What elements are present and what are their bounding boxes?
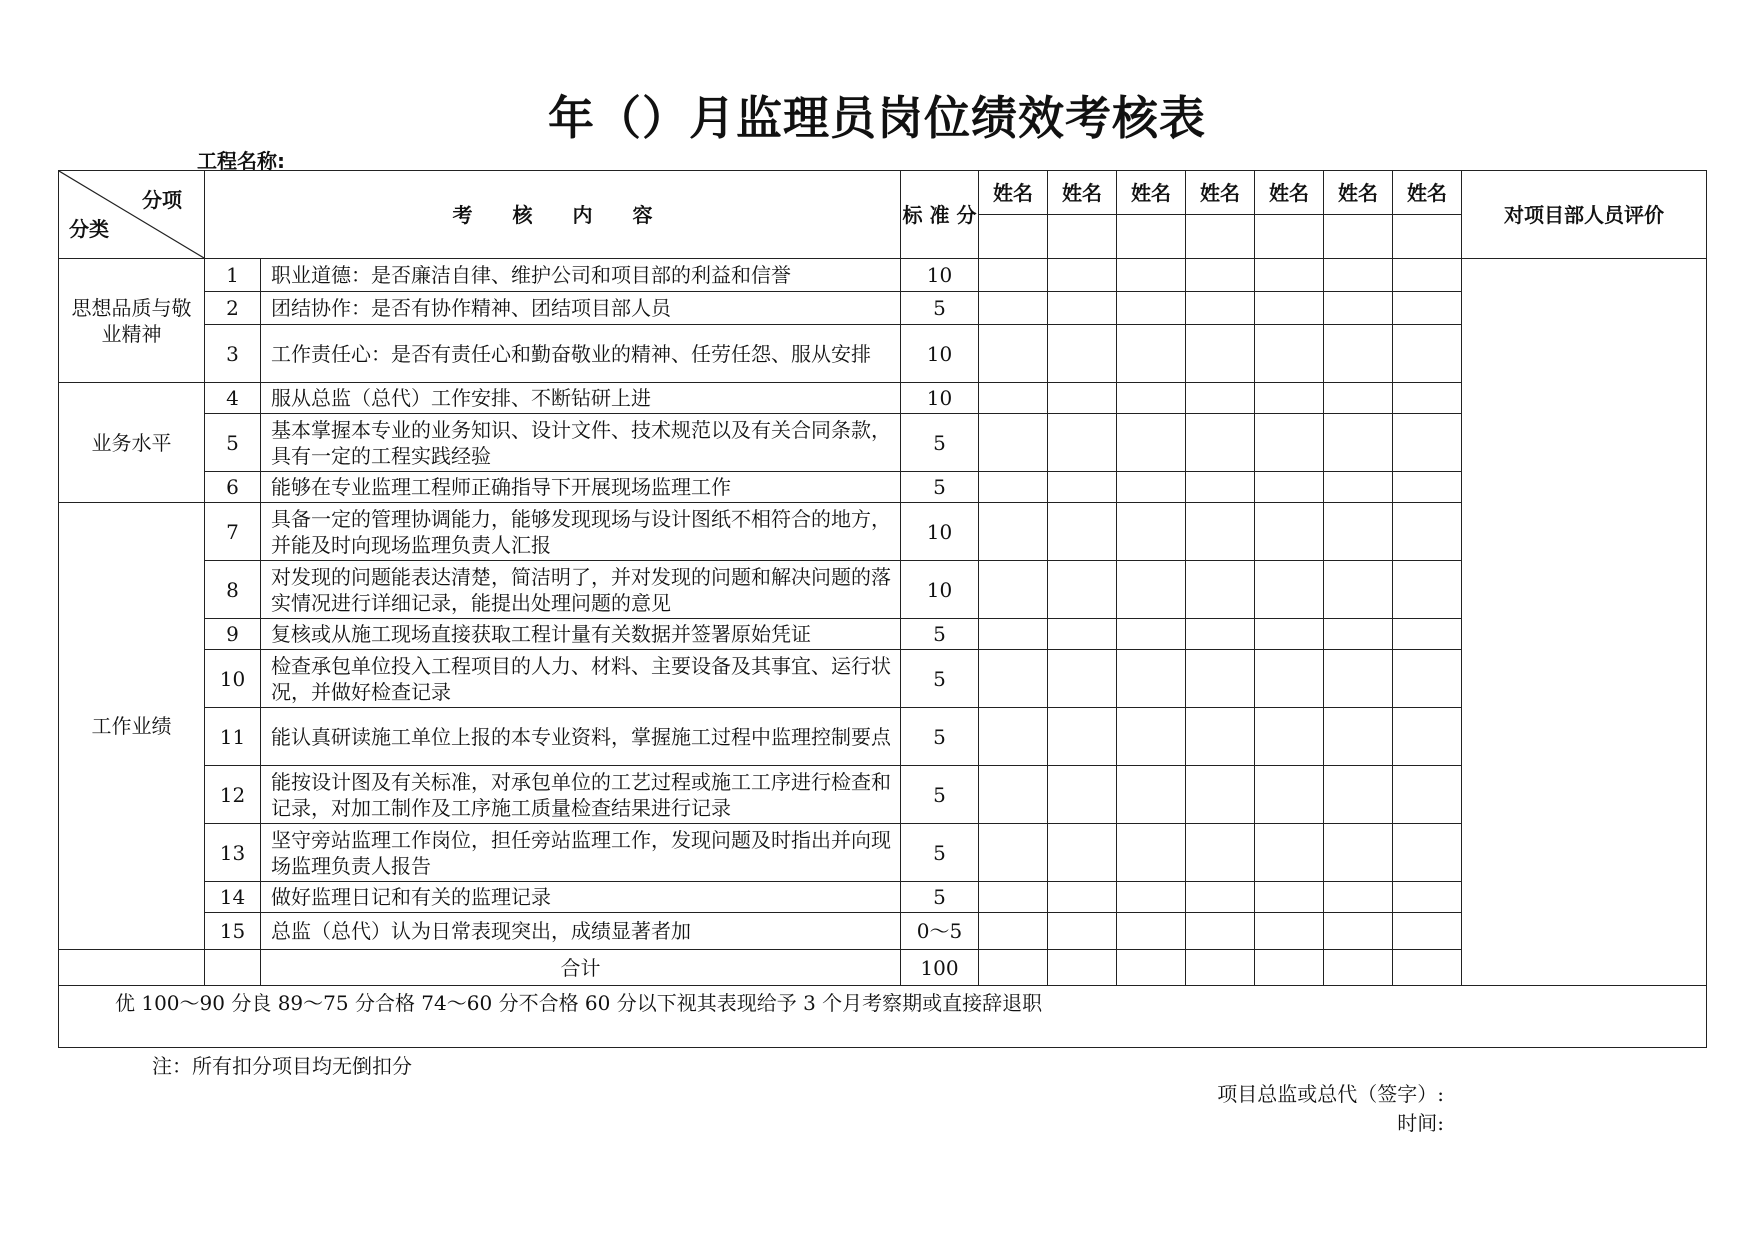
score-input-cell[interactable] — [1393, 259, 1462, 292]
item-content: 能够在专业监理工程师正确指导下开展现场监理工作 — [261, 472, 901, 503]
score-input-cell[interactable] — [1048, 414, 1117, 472]
score-input-cell[interactable] — [1117, 650, 1186, 708]
total-input-cell[interactable] — [1393, 950, 1462, 986]
total-blank-1 — [59, 950, 205, 986]
score-input-cell[interactable] — [979, 292, 1048, 325]
score-input-cell[interactable] — [1255, 650, 1324, 708]
score-input-cell[interactable] — [1324, 259, 1393, 292]
standard-score: 10 — [901, 561, 979, 619]
score-input-cell[interactable] — [1393, 824, 1462, 882]
name-header-7: 姓名 — [1393, 171, 1462, 215]
score-input-cell[interactable] — [1324, 824, 1393, 882]
item-number: 6 — [205, 472, 261, 503]
total-label: 合计 — [261, 950, 901, 986]
score-input-cell[interactable] — [1117, 882, 1186, 913]
score-input-cell[interactable] — [1186, 383, 1255, 414]
score-input-cell[interactable] — [1393, 292, 1462, 325]
score-input-cell[interactable] — [1324, 472, 1393, 503]
name-blank-2[interactable] — [1048, 215, 1117, 259]
score-input-cell[interactable] — [1117, 619, 1186, 650]
table-row — [59, 414, 1707, 472]
score-input-cell[interactable] — [1117, 708, 1186, 766]
score-input-cell[interactable] — [1393, 913, 1462, 950]
total-input-cell[interactable] — [1324, 950, 1393, 986]
name-blank-6[interactable] — [1324, 215, 1393, 259]
item-number: 5 — [205, 414, 261, 472]
score-input-cell[interactable] — [1117, 414, 1186, 472]
name-header-5: 姓名 — [1255, 171, 1324, 215]
score-input-cell[interactable] — [1324, 708, 1393, 766]
score-input-cell[interactable] — [979, 503, 1048, 561]
standard-score: 10 — [901, 383, 979, 414]
score-input-cell[interactable] — [1048, 561, 1117, 619]
time-label: 时间: — [1397, 1111, 1444, 1135]
item-content: 职业道德：是否廉洁自律、维护公司和项目部的利益和信誉 — [261, 259, 901, 292]
score-input-cell[interactable] — [1393, 472, 1462, 503]
standard-score: 5 — [901, 824, 979, 882]
score-input-cell[interactable] — [979, 472, 1048, 503]
score-input-cell[interactable] — [1048, 325, 1117, 383]
item-content: 做好监理日记和有关的监理记录 — [261, 882, 901, 913]
score-input-cell[interactable] — [979, 882, 1048, 913]
score-input-cell[interactable] — [1393, 619, 1462, 650]
item-content: 坚守旁站监理工作岗位，担任旁站监理工作，发现问题及时指出并向现场监理负责人报告 — [261, 824, 901, 882]
score-input-cell[interactable] — [1048, 708, 1117, 766]
name-blank-1[interactable] — [979, 215, 1048, 259]
name-header-6: 姓名 — [1324, 171, 1393, 215]
item-number: 15 — [205, 913, 261, 950]
content-header: 考 核 内 容 — [205, 171, 901, 259]
score-input-cell[interactable] — [1255, 503, 1324, 561]
score-input-cell[interactable] — [1324, 503, 1393, 561]
score-input-cell[interactable] — [1117, 259, 1186, 292]
table-row — [59, 708, 1707, 766]
item-content: 工作责任心：是否有责任心和勤奋敬业的精神、任劳任怨、服从安排 — [261, 325, 901, 383]
category-label: 分类 — [69, 217, 109, 241]
score-input-cell[interactable] — [1186, 913, 1255, 950]
item-content: 对发现的问题能表达清楚，简洁明了，并对发现的问题和解决问题的落实情况进行详细记录，能提出处理问题的意见 — [261, 561, 901, 619]
director-signature-label: 项目总监或总代（签字）: — [1217, 1082, 1444, 1106]
score-input-cell[interactable] — [1393, 503, 1462, 561]
item-number: 14 — [205, 882, 261, 913]
table-row — [59, 503, 1707, 561]
score-input-cell[interactable] — [1324, 414, 1393, 472]
table-row — [59, 472, 1707, 503]
total-input-cell[interactable] — [1186, 950, 1255, 986]
name-header-1: 姓名 — [979, 171, 1048, 215]
score-input-cell[interactable] — [1393, 882, 1462, 913]
item-number: 11 — [205, 708, 261, 766]
score-input-cell[interactable] — [1255, 619, 1324, 650]
standard-score: 5 — [901, 708, 979, 766]
table-row — [59, 325, 1707, 383]
score-input-cell[interactable] — [1324, 325, 1393, 383]
score-input-cell[interactable] — [1255, 913, 1324, 950]
total-input-cell[interactable] — [1255, 950, 1324, 986]
standard-score: 5 — [901, 619, 979, 650]
score-input-cell[interactable] — [979, 383, 1048, 414]
score-input-cell[interactable] — [1186, 708, 1255, 766]
item-content: 基本掌握本专业的业务知识、设计文件、技术规范以及有关合同条款，具有一定的工程实践经验 — [261, 414, 901, 472]
score-input-cell[interactable] — [1324, 913, 1393, 950]
score-input-cell[interactable] — [1048, 383, 1117, 414]
table-row — [59, 561, 1707, 619]
legend-row — [59, 986, 1707, 1048]
total-blank-2 — [205, 950, 261, 986]
score-input-cell[interactable] — [1393, 766, 1462, 824]
name-header-4: 姓名 — [1186, 171, 1255, 215]
item-content: 服从总监（总代）工作安排、不断钻研上进 — [261, 383, 901, 414]
score-input-cell[interactable] — [1186, 619, 1255, 650]
item-number: 1 — [205, 259, 261, 292]
score-input-cell[interactable] — [979, 619, 1048, 650]
score-input-cell[interactable] — [1048, 619, 1117, 650]
standard-score: 10 — [901, 259, 979, 292]
standard-score: 5 — [901, 766, 979, 824]
evaluation-header: 对项目部人员评价 — [1462, 171, 1707, 259]
standard-score: 0～5 — [901, 913, 979, 950]
item-number: 4 — [205, 383, 261, 414]
name-blank-4[interactable] — [1186, 215, 1255, 259]
item-number: 10 — [205, 650, 261, 708]
score-input-cell[interactable] — [1048, 292, 1117, 325]
score-input-cell[interactable] — [1048, 766, 1117, 824]
score-input-cell[interactable] — [1048, 824, 1117, 882]
score-input-cell[interactable] — [1186, 472, 1255, 503]
score-input-cell[interactable] — [1048, 913, 1117, 950]
note-text: 注：所有扣分项目均无倒扣分 — [152, 1054, 412, 1078]
item-number: 12 — [205, 766, 261, 824]
score-input-cell[interactable] — [979, 913, 1048, 950]
score-input-cell[interactable] — [1324, 650, 1393, 708]
header-row-1 — [59, 171, 1707, 215]
standard-score: 5 — [901, 650, 979, 708]
score-input-cell[interactable] — [1186, 824, 1255, 882]
name-blank-3[interactable] — [1117, 215, 1186, 259]
score-input-cell[interactable] — [1393, 708, 1462, 766]
assessment-table — [58, 170, 1707, 1048]
score-input-cell[interactable] — [1255, 472, 1324, 503]
table-row — [59, 292, 1707, 325]
score-input-cell[interactable] — [1255, 561, 1324, 619]
score-input-cell[interactable] — [1186, 325, 1255, 383]
category-cell: 业务水平 — [59, 383, 205, 503]
name-blank-5[interactable] — [1255, 215, 1324, 259]
item-content: 能按设计图及有关标准，对承包单位的工艺过程或施工工序进行检查和记录，对加工制作及工序施工质量检查结果进行记录 — [261, 766, 901, 824]
score-input-cell[interactable] — [1117, 325, 1186, 383]
score-input-cell[interactable] — [1255, 766, 1324, 824]
score-input-cell[interactable] — [1255, 414, 1324, 472]
score-input-cell[interactable] — [1324, 766, 1393, 824]
standard-score: 5 — [901, 292, 979, 325]
score-input-cell[interactable] — [1255, 824, 1324, 882]
score-input-cell[interactable] — [1117, 766, 1186, 824]
item-content: 总监（总代）认为日常表现突出，成绩显著者加 — [261, 913, 901, 950]
item-content: 复核或从施工现场直接获取工程计量有关数据并签署原始凭证 — [261, 619, 901, 650]
score-input-cell[interactable] — [1117, 824, 1186, 882]
score-input-cell[interactable] — [1186, 414, 1255, 472]
score-input-cell[interactable] — [1324, 619, 1393, 650]
total-input-cell[interactable] — [979, 950, 1048, 986]
score-input-cell[interactable] — [1186, 882, 1255, 913]
score-input-cell[interactable] — [1393, 383, 1462, 414]
score-input-cell[interactable] — [979, 824, 1048, 882]
score-input-cell[interactable] — [1255, 292, 1324, 325]
score-input-cell[interactable] — [979, 708, 1048, 766]
standard-score: 5 — [901, 882, 979, 913]
standard-score: 10 — [901, 503, 979, 561]
standard-score: 5 — [901, 472, 979, 503]
table-row — [59, 824, 1707, 882]
score-input-cell[interactable] — [1324, 561, 1393, 619]
item-number: 9 — [205, 619, 261, 650]
item-number: 7 — [205, 503, 261, 561]
table-row — [59, 619, 1707, 650]
item-number: 13 — [205, 824, 261, 882]
item-content: 能认真研读施工单位上报的本专业资料，掌握施工过程中监理控制要点 — [261, 708, 901, 766]
score-input-cell[interactable] — [1117, 292, 1186, 325]
item-content: 具备一定的管理协调能力，能够发现现场与设计图纸不相符合的地方，并能及时向现场监理负责人汇报 — [261, 503, 901, 561]
category-cell: 思想品质与敬业精神 — [59, 259, 205, 383]
score-input-cell[interactable] — [1324, 292, 1393, 325]
score-input-cell[interactable] — [1186, 766, 1255, 824]
category-cell: 工作业绩 — [59, 503, 205, 950]
score-input-cell[interactable] — [1393, 561, 1462, 619]
score-input-cell[interactable] — [1324, 383, 1393, 414]
table-row — [59, 259, 1707, 292]
item-content: 团结协作：是否有协作精神、团结项目部人员 — [261, 292, 901, 325]
score-input-cell[interactable] — [979, 414, 1048, 472]
table-row — [59, 882, 1707, 913]
table-row — [59, 766, 1707, 824]
total-row — [59, 950, 1707, 986]
score-input-cell[interactable] — [1186, 503, 1255, 561]
score-input-cell[interactable] — [1117, 383, 1186, 414]
page-title: 年（）月监理员岗位绩效考核表 — [548, 91, 1206, 145]
score-input-cell[interactable] — [1048, 472, 1117, 503]
score-input-cell[interactable] — [1186, 650, 1255, 708]
score-input-cell[interactable] — [1255, 708, 1324, 766]
score-input-cell[interactable] — [1117, 913, 1186, 950]
total-input-cell[interactable] — [1048, 950, 1117, 986]
score-input-cell[interactable] — [979, 561, 1048, 619]
score-input-cell[interactable] — [1117, 503, 1186, 561]
score-input-cell[interactable] — [1393, 325, 1462, 383]
score-input-cell[interactable] — [1393, 650, 1462, 708]
total-input-cell[interactable] — [1117, 950, 1186, 986]
score-input-cell[interactable] — [1048, 650, 1117, 708]
sub-item-label: 分项 — [142, 188, 182, 212]
name-header-3: 姓名 — [1117, 171, 1186, 215]
score-input-cell[interactable] — [1324, 882, 1393, 913]
table-row — [59, 650, 1707, 708]
project-name-label: 工程名称: — [197, 149, 285, 173]
score-input-cell[interactable] — [979, 325, 1048, 383]
item-number: 3 — [205, 325, 261, 383]
table-row — [59, 913, 1707, 950]
score-input-cell[interactable] — [1255, 383, 1324, 414]
item-number: 8 — [205, 561, 261, 619]
name-header-2: 姓名 — [1048, 171, 1117, 215]
grading-legend: 优 100～90 分良 89～75 分合格 74～60 分不合格 60 分以下视其表现给予 3 个月考察期或直接辞退职 — [59, 986, 1707, 1048]
score-input-cell[interactable] — [1186, 561, 1255, 619]
score-input-cell[interactable] — [1186, 259, 1255, 292]
score-input-cell[interactable] — [1255, 325, 1324, 383]
score-input-cell[interactable] — [1255, 259, 1324, 292]
score-input-cell[interactable] — [1048, 503, 1117, 561]
score-input-cell[interactable] — [1117, 561, 1186, 619]
standard-score: 5 — [901, 414, 979, 472]
score-input-cell[interactable] — [1393, 414, 1462, 472]
score-input-cell[interactable] — [979, 259, 1048, 292]
evaluation-cell[interactable] — [1462, 259, 1707, 986]
name-blank-7[interactable] — [1393, 215, 1462, 259]
score-input-cell[interactable] — [1117, 472, 1186, 503]
score-input-cell[interactable] — [979, 650, 1048, 708]
score-input-cell[interactable] — [1255, 882, 1324, 913]
item-content: 检查承包单位投入工程项目的人力、材料、主要设备及其事宜、运行状况，并做好检查记录 — [261, 650, 901, 708]
item-number: 2 — [205, 292, 261, 325]
score-input-cell[interactable] — [1186, 292, 1255, 325]
score-input-cell[interactable] — [979, 766, 1048, 824]
score-input-cell[interactable] — [1048, 882, 1117, 913]
standard-score-header: 标 准 分 — [901, 171, 979, 259]
diagonal-header-cell — [59, 171, 205, 259]
standard-score: 10 — [901, 325, 979, 383]
total-score: 100 — [901, 950, 979, 986]
score-input-cell[interactable] — [1048, 259, 1117, 292]
table-row — [59, 383, 1707, 414]
